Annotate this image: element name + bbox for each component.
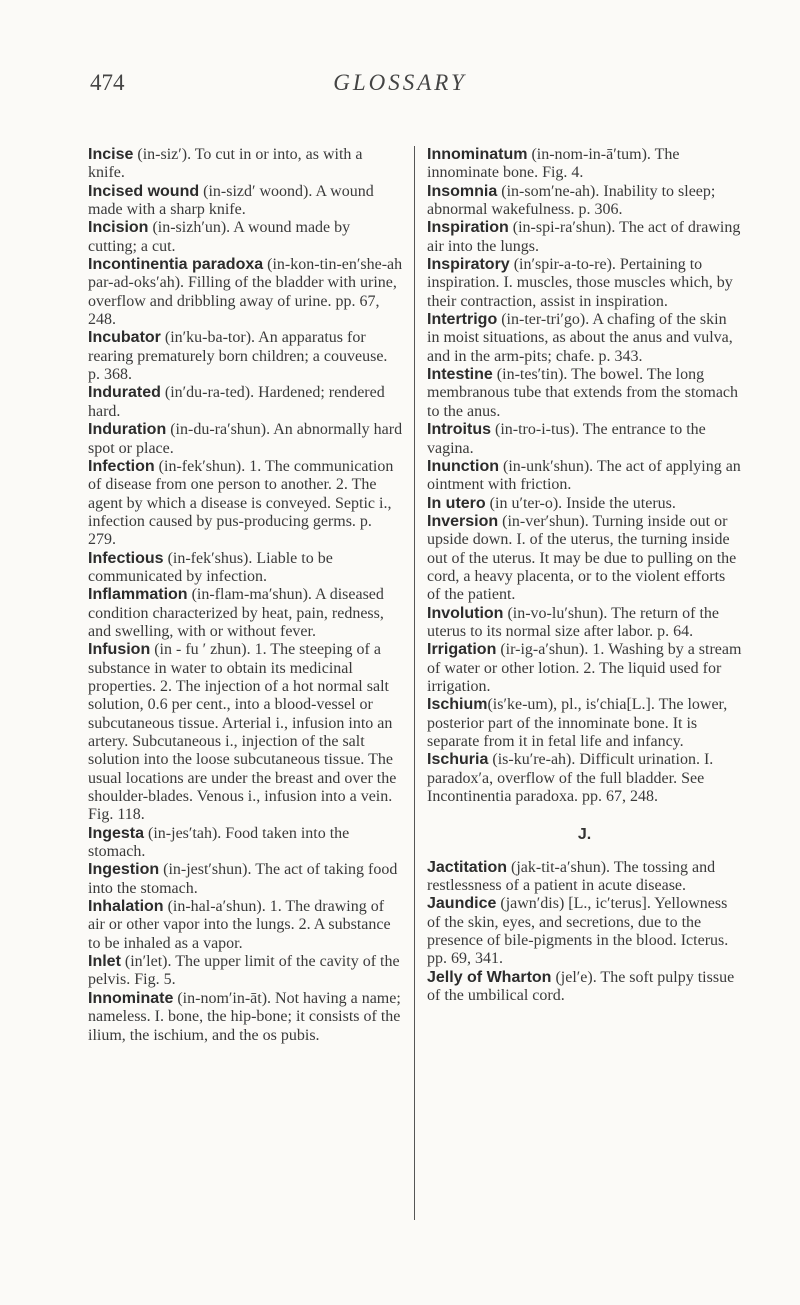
glossary-entry: [427, 895, 742, 968]
entry-term: Infectious: [88, 549, 164, 567]
entry-term: Ischium: [427, 696, 488, 714]
glossary-entry: [88, 898, 403, 953]
glossary-entry: [88, 329, 403, 384]
glossary-entry: [88, 183, 403, 220]
entry-definition: (in-nom′in-āt). Not having a name; nameless. I. bone, the hip-bone; it consists of the ilium, the ischium, and the os pubis.: [88, 989, 401, 1044]
glossary-entry: [427, 183, 742, 220]
glossary-entry: [427, 146, 742, 183]
entry-term: Inhalation: [88, 898, 164, 916]
entry-term: Inlet: [88, 953, 121, 971]
glossary-entry: [88, 586, 403, 641]
entry-definition: (jak-tit-a′shun). The tossing and restlessness of a patient in acute disease.: [427, 858, 716, 895]
entry-definition: (in-flam-ma′shun). A diseased condition characterized by heat, pain, redness, and swelling, with or without fever.: [88, 586, 384, 640]
glossary-entry: [427, 421, 742, 458]
glossary-entry: [88, 990, 403, 1045]
entry-definition: (in-sizd′ woond). A wound made with a sharp knife.: [88, 182, 374, 219]
entry-term: Ingestion: [88, 861, 160, 879]
glossary-entry: [88, 384, 403, 421]
entry-term: Intestine: [427, 366, 493, 384]
entry-definition: (in′spir-a-to-re). Pertaining to inspiration. I. muscles, those muscles which, by their contraction, assist in inspiration.: [427, 256, 733, 310]
entry-term: Introitus: [427, 421, 491, 439]
entry-term: Jactitation: [427, 858, 508, 876]
entry-definition: (jawn′dis) [L., ic′terus]. Yellowness of the skin, eyes, and secretions, due to the presence of bile-pigments in the blood. Icterus. pp. 69, 341.: [427, 895, 729, 968]
left-column: [88, 146, 403, 1045]
entry-term: Infusion: [88, 641, 151, 659]
glossary-entry: [88, 861, 403, 898]
glossary-entry: [88, 641, 403, 824]
entry-definition: (in-ver′shun). Turning inside out or upside down. I. of the uterus, the turning inside out of the uterus. It may be due to pulling on the cord, a heavy placenta, or to the violent efforts of the patient.: [427, 512, 737, 604]
entry-term: Irrigation: [427, 641, 497, 659]
entry-term: Incision: [88, 219, 149, 237]
entry-definition: (in-jest′shun). The act of taking food into the stomach.: [88, 861, 398, 897]
glossary-entry: [427, 219, 742, 256]
column-divider: [414, 146, 415, 1220]
entry-term: Inflammation: [88, 586, 188, 604]
right-column: [427, 146, 742, 1005]
glossary-entry: [427, 696, 742, 751]
entry-definition: (in′ku-ba-tor). An apparatus for rearing prematurely born children; a couveuse. p. 368.: [88, 329, 388, 384]
entry-term: Incised wound: [88, 182, 200, 200]
glossary-entry: [427, 969, 742, 1006]
entry-term: Jelly of Wharton: [427, 968, 552, 986]
glossary-entry: [88, 550, 403, 587]
entry-term: Incontinentia paradoxa: [88, 256, 264, 274]
entry-term: Ischuria: [427, 751, 489, 769]
entry-definition: (is-ku′re-ah). Difficult urination. I. paradox′a, overflow of the full bladder. See Incontinentia paradoxa. pp. 67, 248.: [427, 751, 714, 806]
entry-definition: (in-vo-lu′shun). The return of the uterus to its normal size after labor. p. 64.: [427, 604, 720, 640]
glossary-entry: [427, 256, 742, 311]
glossary-entry: [88, 458, 403, 550]
glossary-entry: [427, 513, 742, 605]
running-head: GLOSSARY: [333, 70, 467, 95]
glossary-entry: [427, 458, 742, 495]
page-number: 474: [90, 70, 125, 95]
entry-definition: (in-fek′shus). Liable to be communicated by infection.: [88, 549, 333, 585]
entry-definition: (in-jes′tah). Food taken into the stomach.: [88, 824, 350, 861]
entry-term: Insomnia: [427, 182, 498, 200]
entry-definition: (in-nom-in-ā′tum). The innominate bone. Fig. 4.: [427, 146, 680, 182]
entry-definition: (in - fu ′ zhun). 1. The steeping of a substance in water to obtain its medicinal properties. 2. The injection of a hot normal salt solution, 0.6 per cent., into a blood-vessel or subcutaneous tissue. Arterial i., infusion into an artery. Subcutaneous i., injection of the salt solution into the loose subcutaneous tissue. The usual locations are under the breast and over the shoulder-blades. Venous i., infusion into a vein. Fig. 118.: [88, 641, 397, 824]
entry-definition: (in-tro-i-tus). The entrance to the vagina.: [427, 421, 706, 457]
glossary-entry: [88, 146, 403, 183]
entry-definition: (in u′ter-o). Inside the uterus.: [485, 494, 676, 512]
glossary-entry: [427, 311, 742, 366]
entry-definition: (in-unk′shun). The act of applying an ointment with friction.: [427, 457, 741, 494]
entry-definition: (in-spi-ra′shun). The act of drawing air into the lungs.: [427, 219, 741, 255]
page-header: [0, 58, 800, 98]
entry-term: Inspiratory: [427, 256, 510, 274]
entry-term: Jaundice: [427, 895, 497, 913]
entry-definition: (is′ke-um), pl., is′chia[L.]. The lower, posterior part of the innominate bone. It is separate from it in fetal life and infancy.: [427, 696, 728, 750]
entry-term: Inspiration: [427, 219, 509, 237]
entry-term: Involution: [427, 604, 504, 622]
entry-definition: (in-siz′). To cut in or into, as with a knife.: [88, 146, 363, 182]
glossary-entry: [88, 825, 403, 862]
entry-term: In utero: [427, 494, 486, 512]
entry-term: Ingesta: [88, 824, 145, 842]
entry-definition: (in-sizh′un). A wound made by cutting; a cut.: [88, 219, 351, 255]
glossary-entry: [427, 366, 742, 421]
glossary-entry: [427, 641, 742, 696]
entry-definition: (in-du-ra′shun). An abnormally hard spot or place.: [88, 421, 403, 457]
entry-definition: (in-som′ne-ah). Inability to sleep; abnormal wakefulness. p. 306.: [427, 182, 716, 219]
glossary-entry: [427, 859, 742, 896]
glossary-entry: [88, 219, 403, 256]
glossary-entry: [427, 751, 742, 806]
entry-term: Induration: [88, 421, 167, 439]
entry-definition: (ir-ig-a′shun). 1. Washing by a stream of water or other lotion. 2. The liquid used for irrigation.: [427, 641, 742, 695]
glossary-entry: [88, 421, 403, 458]
entry-definition: (in-kon-tin-en′she-ah par-ad-oks′ah). Filling of the bladder with urine, overflow and dribbling away of urine. pp. 67, 248.: [88, 256, 403, 329]
entry-term: Intertrigo: [427, 311, 498, 329]
entry-term: Innominatum: [427, 146, 528, 163]
entry-term: Incise: [88, 146, 134, 163]
section-letter-heading: J.: [577, 826, 592, 844]
entry-term: Innominate: [88, 989, 174, 1007]
entry-definition: (in-ter-tri′go). A chafing of the skin in moist situations, as about the anus and vulva, and in the arm-pits; chafe. p. 343.: [427, 311, 733, 365]
entry-term: Inunction: [427, 457, 499, 475]
glossary-entry: [88, 953, 403, 990]
entry-definition: (in-fek′shun). 1. The communication of disease from one person to another. 2. The agent by which a disease is conveyed. Septic i., infection caused by pus-producing germs. p. 279.: [88, 457, 394, 549]
entry-definition: (jel′e). The soft pulpy tissue of the umbilical cord.: [427, 968, 735, 1005]
entry-term: Incubator: [88, 329, 161, 347]
glossary-entry: [88, 256, 403, 329]
entry-definition: (in′du-ra-ted). Hardened; rendered hard.: [88, 384, 385, 420]
entry-definition: (in′let). The upper limit of the cavity of the pelvis. Fig. 5.: [88, 953, 400, 989]
entry-term: Inversion: [427, 512, 499, 530]
entry-definition: (in-tes′tin). The bowel. The long membranous tube that extends from the stomach to the anus.: [427, 366, 739, 420]
entry-term: Indurated: [88, 384, 161, 402]
entry-definition: (in-hal-a′shun). 1. The drawing of air or other vapor into the lungs. 2. A substance to be inhaled as a vapor.: [88, 898, 391, 952]
entry-term: Infection: [88, 457, 155, 475]
glossary-entry: [427, 495, 742, 513]
glossary-entry: [427, 605, 742, 642]
